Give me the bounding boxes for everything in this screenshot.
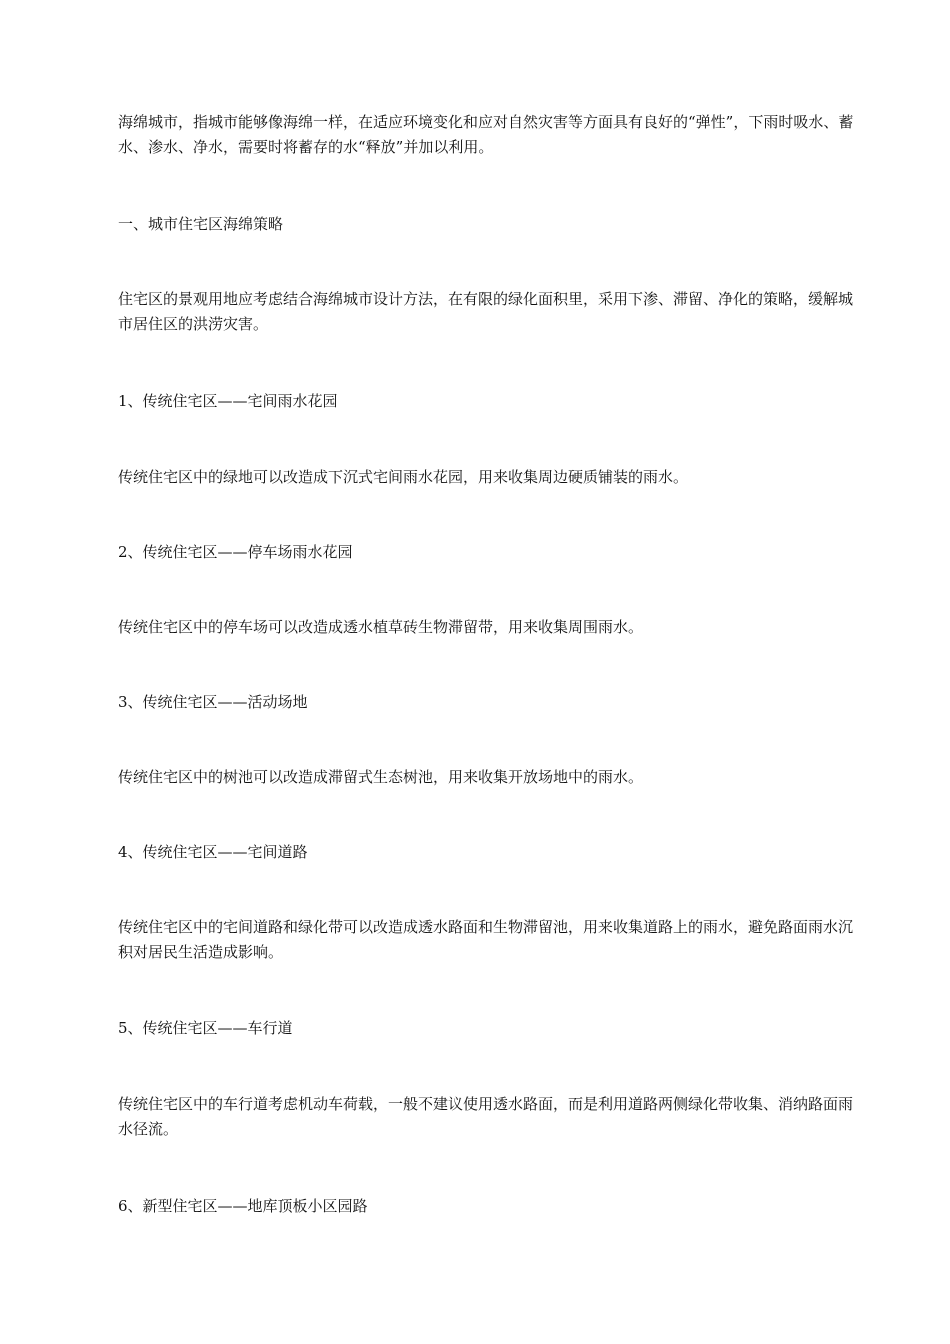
- intro-paragraph: 海绵城市，指城市能够像海绵一样，在适应环境变化和应对自然灾害等方面具有良好的“弹性”，下雨时吸水、蓄水、渗水、净水，需要时将蓄存的水“释放”并加以利用。: [118, 113, 854, 156]
- item-heading-4: 4、传统住宅区——宅间道路: [118, 843, 308, 861]
- item-body-5: 传统住宅区中的车行道考虑机动车荷载，一般不建议使用透水路面，而是利用道路两侧绿化带收集、消纳路面雨水径流。: [118, 1095, 854, 1138]
- item-heading-5: 5、传统住宅区——车行道: [118, 1019, 293, 1037]
- item-heading-3: 3、传统住宅区——活动场地: [118, 693, 308, 711]
- section-title: 一、城市住宅区海绵策略: [118, 215, 284, 233]
- item-heading-2: 2、传统住宅区——停车场雨水花园: [118, 543, 353, 561]
- item-heading-1: 1、传统住宅区——宅间雨水花园: [118, 392, 338, 410]
- section-intro-paragraph: 住宅区的景观用地应考虑结合海绵城市设计方法，在有限的绿化面积里，采用下渗、滞留、净化的策略，缓解城市居住区的洪涝灾害。: [118, 290, 854, 333]
- item-body-4: 传统住宅区中的宅间道路和绿化带可以改造成透水路面和生物滞留池，用来收集道路上的雨水，避免路面雨水沉积对居民生活造成影响。: [118, 918, 854, 961]
- item-heading-6: 6、新型住宅区——地库顶板小区园路: [118, 1197, 368, 1215]
- item-body-2: 传统住宅区中的停车场可以改造成透水植草砖生物滞留带，用来收集周围雨水。: [118, 618, 644, 636]
- item-body-3: 传统住宅区中的树池可以改造成滞留式生态树池，用来收集开放场地中的雨水。: [118, 768, 644, 786]
- item-body-1: 传统住宅区中的绿地可以改造成下沉式宅间雨水花园，用来收集周边硬质铺装的雨水。: [118, 468, 689, 486]
